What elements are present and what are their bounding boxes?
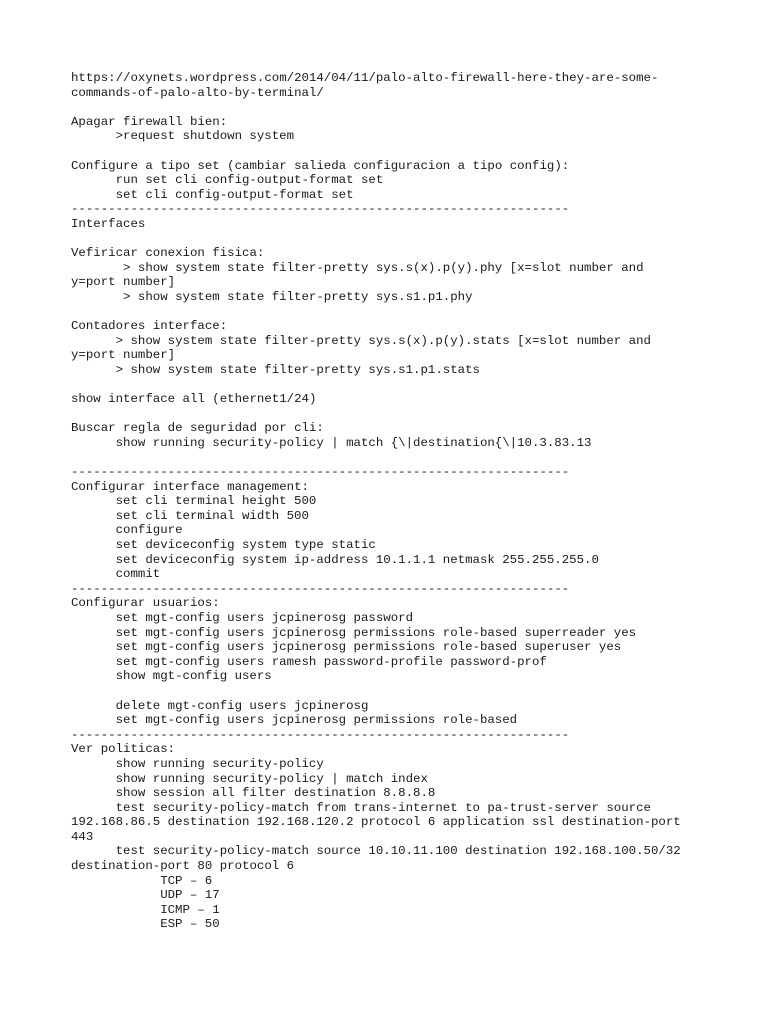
command-line: > show system state filter-pretty sys.s1.p1.phy — [115, 289, 473, 304]
command-line: show running security-policy — [115, 756, 324, 771]
text-line: y=port number] — [71, 348, 176, 363]
command-line: show mgt-config users — [115, 669, 272, 684]
section-heading: Buscar regla de seguridad por cli: — [71, 421, 324, 436]
command-line: show running security-policy | match {\|destination{\|10.3.83.13 — [115, 435, 592, 450]
command-line: set deviceconfig system ip-address 10.1.1.1 netmask 255.255.255.0 — [115, 552, 599, 567]
command-line: configure — [115, 523, 183, 538]
source-url-line: https://oxynets.wordpress.com/2014/04/11/palo-alto-firewall-here-they-are-some- — [71, 71, 659, 85]
blank-line — [71, 377, 731, 392]
command-line: test security-policy-match from trans-internet to pa-trust-server source — [115, 800, 651, 815]
command-line: show running security-policy | match index — [115, 771, 428, 786]
text-line: 192.168.86.5 destination 192.168.120.2 protocol 6 application ssl destination-port — [71, 815, 681, 830]
section-heading: Configure a tipo set (cambiar salieda configuracion a tipo config): — [71, 158, 570, 173]
document-body — [71, 71, 731, 932]
command-line: > show system state filter-pretty sys.s1.p1.stats — [115, 362, 480, 377]
blank-line — [71, 407, 731, 422]
section-heading: Configurar usuarios: — [71, 596, 220, 611]
blank-line — [71, 144, 731, 159]
blank-line — [71, 305, 731, 320]
command-line: test security-policy-match source 10.10.11.100 destination 192.168.100.50/32 — [115, 844, 681, 859]
blank-line — [71, 684, 731, 699]
command-line: commit — [115, 567, 161, 582]
command-line: set mgt-config users jcpinerosg permissions role-based superuser yes — [115, 640, 622, 655]
blank-line — [71, 450, 731, 465]
section-divider: ------------------------------------------------------------------- — [71, 581, 570, 596]
command-line: > show system state filter-pretty sys.s(x).p(y).stats [x=slot number and — [115, 333, 651, 348]
blank-line — [71, 100, 731, 115]
text-line: destination-port 80 protocol 6 — [71, 859, 295, 874]
text-line: show interface all (ethernet1/24) — [71, 392, 317, 407]
command-line: set mgt-config users jcpinerosg permissions role-based superreader yes — [115, 625, 637, 640]
command-line: >request shutdown system — [115, 129, 295, 144]
command-line: set cli config-output-format set — [115, 187, 354, 202]
text-line: y=port number] — [71, 275, 176, 290]
command-line: set cli terminal height 500 — [115, 494, 317, 509]
text-line: Interfaces — [71, 216, 146, 231]
command-line: delete mgt-config users jcpinerosg — [115, 698, 369, 713]
command-line: set mgt-config users jcpinerosg password — [115, 610, 414, 625]
section-heading: Apagar firewall bien: — [71, 114, 228, 129]
section-divider: ------------------------------------------------------------------- — [71, 202, 570, 217]
command-line: UDP – 17 — [160, 888, 220, 903]
command-line: set deviceconfig system type static — [115, 538, 376, 552]
blank-line — [71, 232, 731, 247]
text-line: commands-of-palo-alto-by-terminal/ — [71, 85, 324, 100]
section-heading: Configurar interface management: — [71, 479, 309, 494]
command-line: set mgt-config users jcpinerosg permissions role-based — [115, 713, 518, 728]
section-heading: Contadores interface: — [71, 319, 228, 334]
section-divider: ------------------------------------------------------------------- — [71, 727, 570, 742]
command-line: set cli terminal width 500 — [115, 508, 309, 523]
command-line: ICMP – 1 — [160, 902, 220, 917]
command-line: show session all filter destination 8.8.8.8 — [115, 786, 436, 801]
section-heading: Vefiricar conexion fisica: — [71, 246, 265, 261]
section-divider: ------------------------------------------------------------------- — [71, 465, 570, 480]
command-line: set mgt-config users ramesh password-profile password-prof — [115, 654, 547, 669]
section-heading: Ver politicas: — [71, 742, 176, 757]
text-line: 443 — [71, 829, 94, 844]
command-line: run set cli config-output-format set — [115, 173, 384, 188]
command-line: TCP – 6 — [160, 873, 213, 888]
command-line: ESP – 50 — [160, 917, 220, 932]
command-line: > show system state filter-pretty sys.s(x).p(y).phy [x=slot number and — [115, 260, 644, 275]
